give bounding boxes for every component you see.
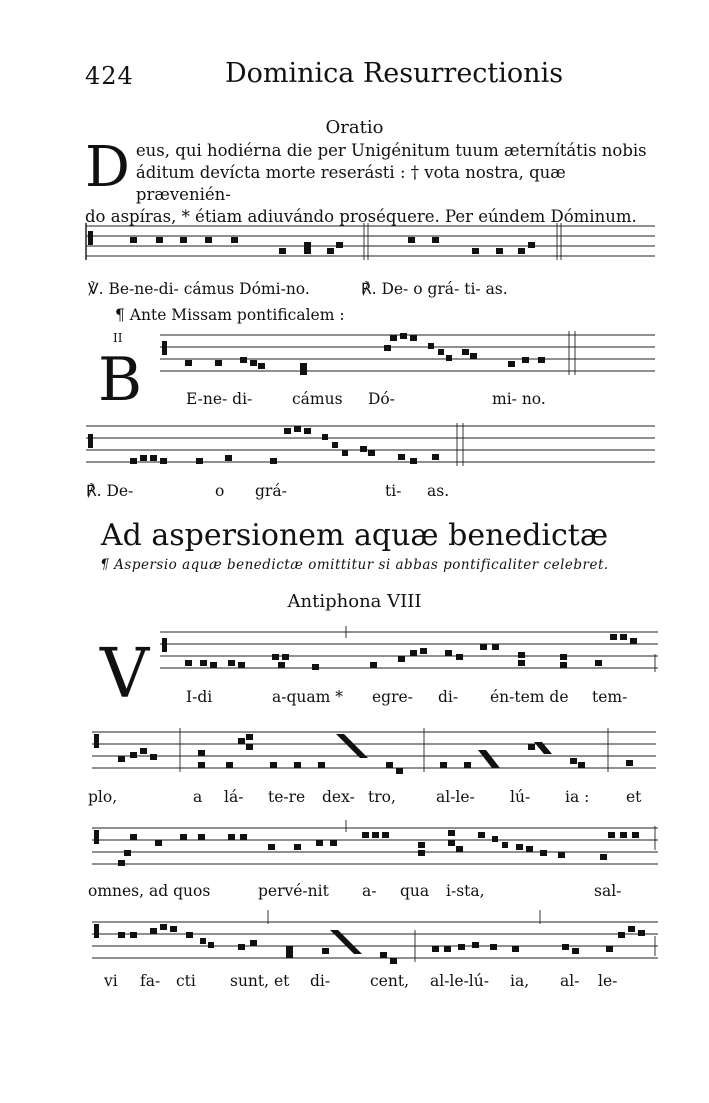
lyric-ista: i-sta, (446, 882, 485, 900)
lyric-et: et (626, 788, 642, 806)
syllable-camus: cámus (292, 390, 343, 408)
lyric-fa: fa- (140, 972, 161, 990)
response-gra: grá- (255, 482, 287, 500)
staff-benedicamus (0, 220, 709, 270)
lyric-di: di- (438, 688, 459, 706)
drop-cap-b: B (98, 345, 143, 415)
lyric-a: a (193, 788, 203, 806)
running-title: Dominica Resurrectionis (225, 58, 564, 89)
page-number: 424 (85, 62, 134, 90)
lyric-la: lá- (224, 788, 244, 806)
response-deo-gratias: ℟. De- o grá- ti- as. (361, 280, 508, 298)
lyric-ia: ia : (565, 788, 590, 806)
lyric-alle: al-le- (436, 788, 475, 806)
lyric-di-2: di- (310, 972, 331, 990)
lyric-vi: vi (104, 972, 118, 990)
lyric-tere: te-re (268, 788, 306, 806)
oratio-heading: Oratio (325, 117, 384, 138)
response-de: ℟. De- (86, 482, 134, 500)
lyric-cent: cent, (370, 972, 409, 990)
section-title-aspersion: Ad aspersionem aquæ benedictæ (100, 518, 609, 553)
lyric-le: le- (598, 972, 618, 990)
lyric-pervenit: pervé-nit (258, 882, 329, 900)
lyric-tro: tro, (368, 788, 396, 806)
staff-antiphon-2 (0, 724, 709, 784)
lyric-cti: cti (176, 972, 196, 990)
lyric-tem: tem- (592, 688, 628, 706)
lyric-sunt-et: sunt, et (230, 972, 290, 990)
lyric-egre: egre- (372, 688, 413, 706)
lyric-al: al- (560, 972, 580, 990)
drop-cap-v: V (100, 635, 150, 714)
lyric-a-2: a- (362, 882, 377, 900)
staff-deo-gratias-solemn (0, 420, 709, 480)
syllable-e-ne-di: E-ne- di- (186, 390, 253, 408)
rubric-aspersion: ¶ Aspersio aquæ benedictæ omittitur si abbas pontificaliter celebret. (100, 557, 609, 573)
lyric-qua: qua (400, 882, 430, 900)
lyric-ia-2: ia, (510, 972, 530, 990)
lyric-lu: lú- (510, 788, 531, 806)
drop-cap-d: D (85, 135, 130, 200)
mode-numeral: II (113, 331, 123, 345)
antiphon-heading: Antiphona VIII (287, 591, 422, 612)
lyric-dex: dex- (322, 788, 355, 806)
lyric-sal: sal- (594, 882, 622, 900)
response-ti: ti- (385, 482, 402, 500)
response-o: o (215, 482, 225, 500)
oratio-line-2: áditum devícta morte reserásti : † vota nostra, quæ prævenién- (135, 163, 566, 204)
lyric-plo: plo, (88, 788, 118, 806)
staff-antiphon-3 (0, 820, 709, 880)
response-as: as. (427, 482, 450, 500)
lyric-idi: I-di (186, 688, 213, 706)
oratio-text (85, 135, 655, 228)
syllable-do: Dó- (368, 390, 395, 408)
rubric-ante-missam: ¶ Ante Missam pontificalem : (115, 306, 345, 324)
staff-antiphon-4 (0, 910, 709, 970)
oratio-line-1: eus, qui hodiérna die per Unigénitum tuum æternítátis nobis (135, 141, 647, 160)
lyric-alleluia: al-le-lú- (430, 972, 489, 990)
syllable-mi-no: mi- no. (492, 390, 546, 408)
staff-antiphon-1 (0, 624, 709, 684)
lyric-aquam: a-quam * (272, 688, 343, 706)
oratio-line-3: do aspíras, * étiam adiuvándo proséquere. Per eúndem Dóminum. (85, 207, 637, 226)
lyric-entem-de: én-tem de (490, 688, 569, 706)
staff-benedicamus-solemn (0, 325, 709, 395)
lyric-omnes-ad-quos: omnes, ad quos (88, 882, 211, 900)
versicle-benedicamus: ℣. Be-ne-di- cámus Dómi-no. (88, 280, 310, 298)
